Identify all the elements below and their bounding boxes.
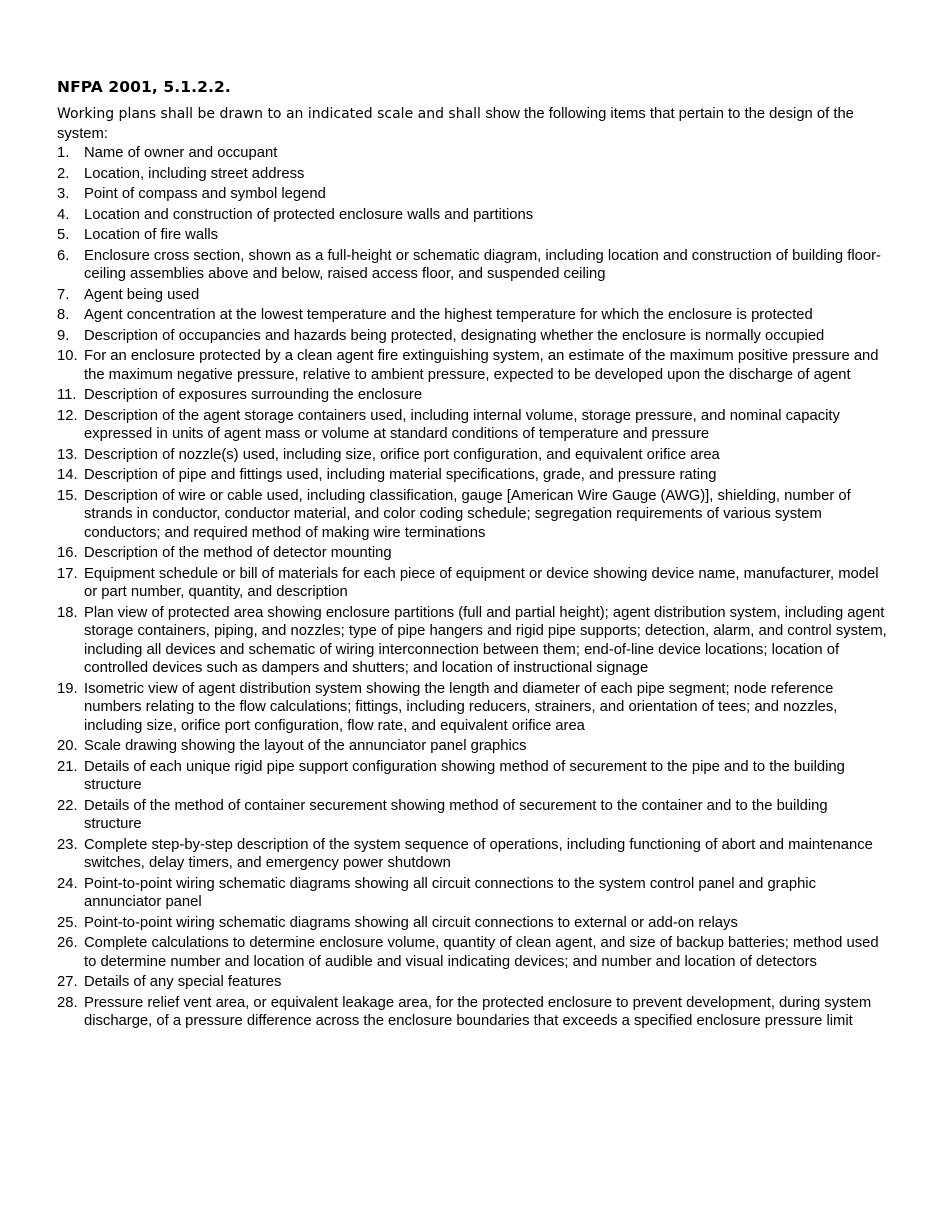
list-item bbox=[57, 737, 887, 756]
list-item-number: 13. bbox=[57, 446, 78, 463]
list-item-number: 19. bbox=[57, 680, 78, 697]
section-title bbox=[57, 76, 887, 98]
list-item-text: Isometric view of agent distribution system showing the length and diameter of each pipe segment; node reference numbers relating to the flow calculations; fittings, including reducers, strainers, and orientation of tees; and nozzles, including size, orifice port configuration, flow rate, and equivalent orifice area bbox=[84, 680, 838, 734]
list-item-number: 21. bbox=[57, 758, 78, 775]
list-item-number: 14. bbox=[57, 467, 78, 483]
list-item-text: Description of wire or cable used, including classification, gauge [American Wire Gauge (AWG)], shielding, number of strands in conductor, conductor material, and color coding schedule; segregation requirements of various system conductors; and required method of making wire terminations bbox=[84, 487, 851, 541]
list-item bbox=[57, 758, 887, 795]
list-item-number: 15. bbox=[57, 487, 78, 504]
list-item-number: 26. bbox=[57, 935, 78, 951]
list-item bbox=[57, 165, 887, 184]
list-item-text: Complete step-by-step description of the system sequence of operations, including functioning of abort and maintenance switches, delay timers, and emergency power shutdown bbox=[84, 836, 873, 871]
list-item bbox=[57, 347, 887, 384]
list-item bbox=[57, 247, 887, 284]
requirements-list bbox=[57, 144, 887, 1031]
list-item-text: Point-to-point wiring schematic diagrams showing all circuit connections to the system control panel and graphic annunciator panel bbox=[84, 875, 816, 910]
list-item-number: 12. bbox=[57, 407, 78, 424]
list-item-number: 24. bbox=[57, 875, 78, 892]
list-item bbox=[57, 144, 887, 163]
title-section-number: 001, 5.1.2.2. bbox=[119, 78, 231, 96]
list-item-text: Point of compass and symbol legend bbox=[84, 186, 326, 202]
list-item bbox=[57, 994, 887, 1031]
list-item-number: 17. bbox=[57, 565, 78, 582]
list-item-text: Point-to-point wiring schematic diagrams showing all circuit connections to external or add-on relays bbox=[84, 914, 738, 931]
list-item-number: 3. bbox=[57, 186, 70, 202]
list-item-number: 8. bbox=[57, 307, 70, 323]
list-item-text: Details of the method of container securement showing method of securement to the container and to the building structure bbox=[84, 797, 828, 832]
list-item bbox=[57, 914, 887, 933]
list-item bbox=[57, 875, 887, 912]
list-item-text: Complete calculations to determine enclosure volume, quantity of clean agent, and size of backup batteries; method used to determine number and location of audible and visual indicating devices; and number and location of detectors bbox=[84, 935, 879, 970]
list-item bbox=[57, 934, 887, 971]
list-item-number: 22. bbox=[57, 797, 78, 814]
list-item-number: 1. bbox=[57, 145, 70, 161]
list-item bbox=[57, 185, 887, 204]
list-item-number: 4. bbox=[57, 206, 70, 223]
list-item bbox=[57, 836, 887, 873]
list-item-text: For an enclosure protected by a clean agent fire extinguishing system, an estimate of the maximum positive pressure and the maximum negative pressure, relative to ambient pressure, expected to be developed upon the discharge of agent bbox=[84, 348, 879, 383]
list-item-text: Agent concentration at the lowest temperature and the highest temperature for which the enclosure is protected bbox=[84, 307, 813, 323]
list-item-text: Location of fire walls bbox=[84, 227, 219, 243]
list-item bbox=[57, 604, 887, 678]
list-item-number: 20. bbox=[57, 738, 78, 754]
intro-tail: show the following items that pertain to the design of the system: bbox=[57, 106, 854, 142]
list-item-text: Location, including street address bbox=[84, 165, 305, 182]
list-item-text: Location and construction of protected enclosure walls and partitions bbox=[84, 206, 534, 223]
intro-paragraph bbox=[57, 104, 887, 144]
list-item-text: Details of any special features bbox=[84, 974, 282, 990]
list-item-text: Equipment schedule or bill of materials for each piece of equipment or device showing device name, manufacturer, model or part number, quantity, and description bbox=[84, 565, 879, 600]
list-item bbox=[57, 973, 887, 992]
list-item-text: Description of occupancies and hazards being protected, designating whether the enclosure is normally occupied bbox=[84, 327, 825, 344]
list-item-text: Agent being used bbox=[84, 286, 200, 303]
list-item bbox=[57, 226, 887, 245]
list-item bbox=[57, 565, 887, 602]
list-item-text: Description of the agent storage containers used, including internal volume, storage pressure, and nominal capacity expressed in units of agent mass or volume at standard conditions of temperature and pressure bbox=[84, 407, 840, 442]
list-item bbox=[57, 327, 887, 346]
list-item-number: 16. bbox=[57, 545, 78, 561]
list-item-number: 18. bbox=[57, 604, 78, 621]
list-item-number: 2. bbox=[57, 165, 70, 182]
list-item-text: Description of exposures surrounding the enclosure bbox=[84, 387, 423, 403]
list-item-number: 6. bbox=[57, 247, 70, 264]
document-page bbox=[57, 76, 887, 1033]
list-item-number: 7. bbox=[57, 286, 70, 303]
list-item-text: Pressure relief vent area, or equivalent leakage area, for the protected enclosure to prevent development, during system discharge, of a pressure difference across the enclosure boundaries that exceeds a specified enclosure pressure limit bbox=[84, 994, 872, 1029]
list-item bbox=[57, 544, 887, 563]
list-item-number: 10. bbox=[57, 348, 78, 364]
intro-lead: Working plans shall be drawn to an indicated scale and shall bbox=[57, 106, 486, 122]
list-item bbox=[57, 407, 887, 444]
list-item-number: 28. bbox=[57, 994, 78, 1011]
list-item bbox=[57, 206, 887, 225]
list-item-text: Description of pipe and fittings used, including material specifications, grade, and pressure rating bbox=[84, 467, 717, 483]
list-item-number: 25. bbox=[57, 914, 78, 931]
list-item-number: 27. bbox=[57, 974, 78, 990]
list-item-text: Description of nozzle(s) used, including size, orifice port configuration, and equivalent orifice area bbox=[84, 446, 720, 463]
list-item-number: 23. bbox=[57, 836, 78, 853]
title-prefix: NFPA 2 bbox=[57, 78, 120, 96]
list-item-number: 9. bbox=[57, 327, 70, 344]
list-item-text: Details of each unique rigid pipe support configuration showing method of securement to the pipe and to the building structure bbox=[84, 758, 845, 793]
list-item-text: Plan view of protected area showing enclosure partitions (full and partial height); agent distribution system, including agent storage containers, piping, and nozzles; type of pipe hangers and rigid pipe supports; detection, alarm, and control system, including all devices and schematic of wiring interconnection between them; end-of-line device locations; location of controlled devices such as dampers and shutters; and location of instructional signage bbox=[84, 604, 887, 676]
list-item-text: Enclosure cross section, shown as a full-height or schematic diagram, including location and construction of building floor-ceiling assemblies above and below, raised access floor, and suspended ceiling bbox=[84, 247, 881, 282]
list-item-number: 11. bbox=[57, 387, 77, 403]
list-item bbox=[57, 306, 887, 325]
list-item-text: Description of the method of detector mounting bbox=[84, 545, 392, 561]
list-item-number: 5. bbox=[57, 227, 70, 243]
list-item bbox=[57, 797, 887, 834]
list-item-text: Scale drawing showing the layout of the annunciator panel graphics bbox=[84, 738, 527, 754]
list-item bbox=[57, 487, 887, 543]
list-item bbox=[57, 386, 887, 405]
list-item bbox=[57, 446, 887, 465]
list-item bbox=[57, 680, 887, 736]
list-item bbox=[57, 286, 887, 305]
list-item-text: Name of owner and occupant bbox=[84, 145, 278, 161]
list-item bbox=[57, 466, 887, 485]
